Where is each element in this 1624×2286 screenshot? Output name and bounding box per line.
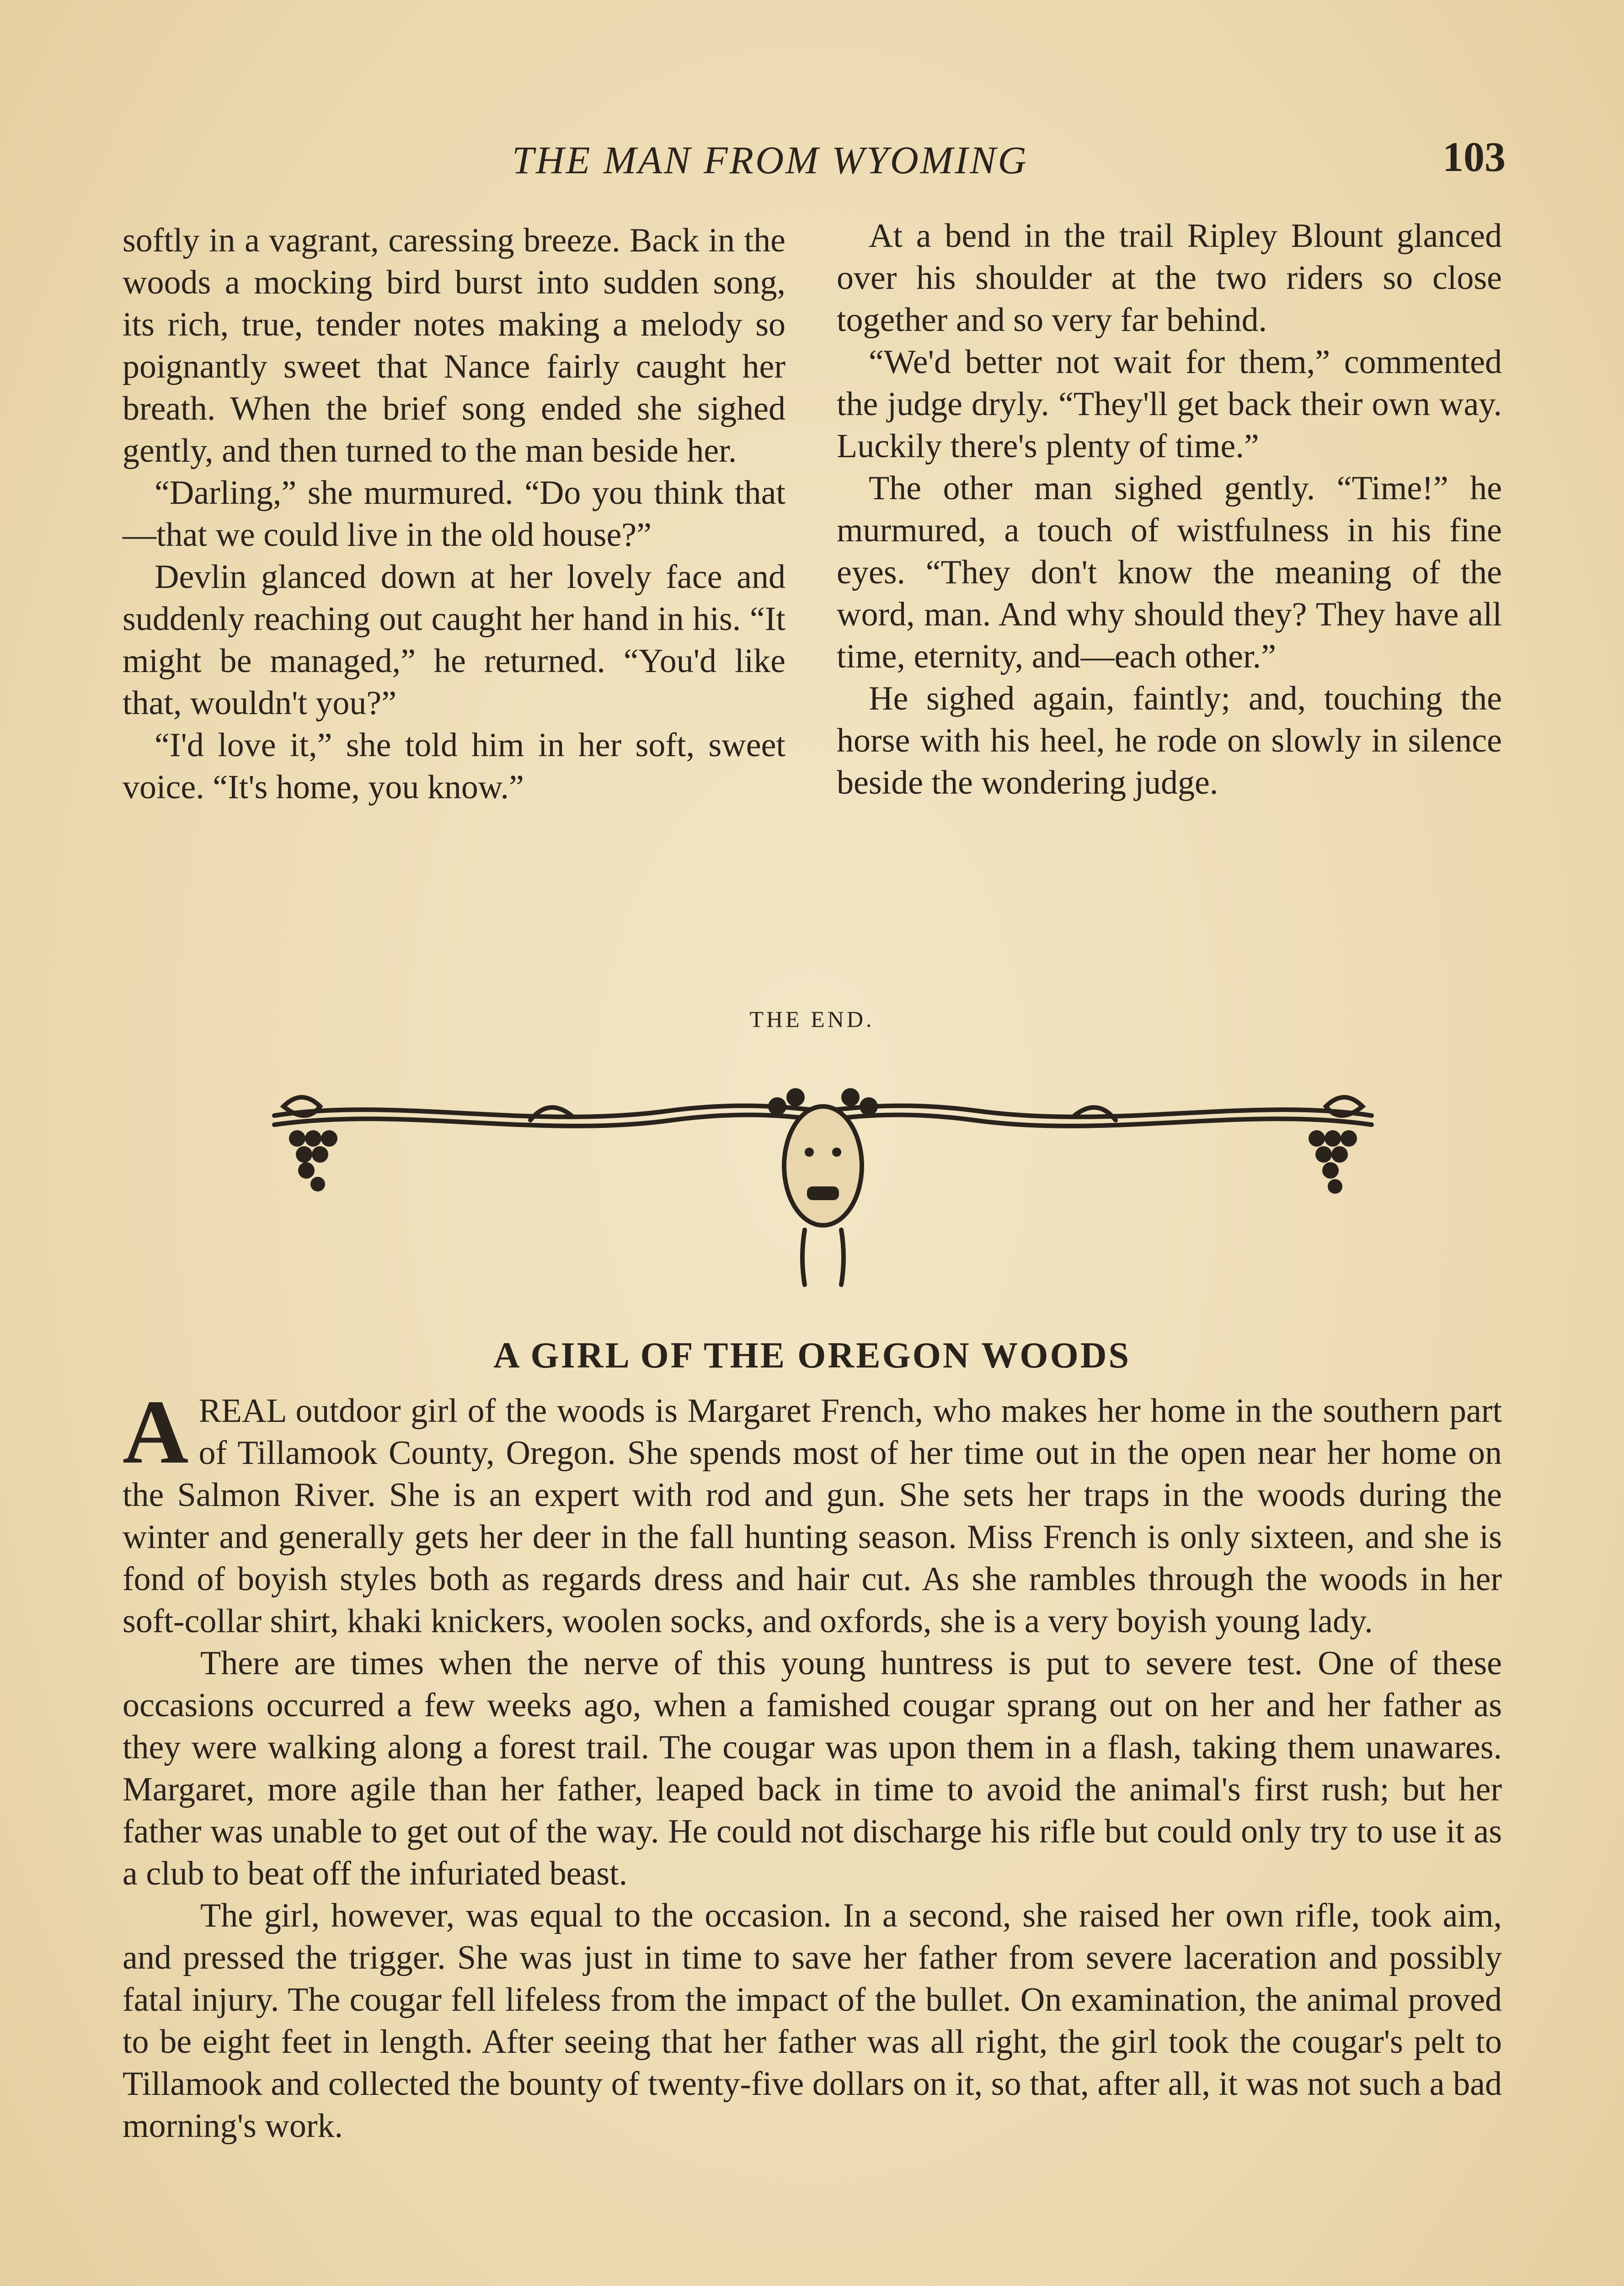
story-left-column: [123, 219, 785, 808]
the-end-label: THE END.: [749, 1006, 875, 1032]
article-paragraph: The girl, however, was equal to the occasion. In a second, she raised her own rifle, took aim, and pressed the trigger. She was just in time to save her father from severe laceration and possibly fatal injury. The cougar fell lifeless from the impact of the bullet. On examination, the animal proved to be eight feet in length. After seeing that her father was all right, the girl took the cougar's pelt to Tillamook and collected the bounty of twenty-five dollars on it, so that, after all, it was not such a bad morning's work.: [123, 1897, 1502, 2145]
page-number: 103: [1442, 134, 1506, 180]
story-paragraph: “Darling,” she murmured. “Do you think that—that we could live in the old house?”: [123, 474, 785, 554]
story-paragraph: He sighed again, faintly; and, touching the horse with his heel, he rode on slowly in silence beside the wondering judge.: [837, 680, 1502, 801]
story-paragraph: “We'd better not wait for them,” commented the judge dryly. “They'll get back their own way. Luckily there's plenty of time.”: [837, 343, 1502, 465]
article-title: A GIRL OF THE OREGON WOODS: [493, 1335, 1131, 1376]
story-paragraph: At a bend in the trail Ripley Blount glanced over his shoulder at the two riders so close together and so very far behind.: [837, 217, 1502, 339]
article-body: [123, 1382, 1502, 2147]
article-paragraph: [123, 1382, 1502, 1642]
drop-cap: A: [123, 1382, 189, 1483]
story-paragraph: “I'd love it,” she told him in her soft, sweet voice. “It's home, you know.”: [123, 726, 785, 806]
grapevine-ornament: [256, 1079, 1390, 1289]
article-first-paragraph-text: REAL outdoor girl of the woods is Margaret French, who makes her home in the southern part of Tillamook County, Oregon. She spends most of her time out in the open near her home on the Salmon River. She is an expert with rod and gun. She sets her traps in the woods during the winter and generally gets her deer in the fall hunting season. Miss French is only sixteen, and she is fond of boyish styles both as regards dress and hair cut. As she rambles through the woods in her soft-collar shirt, khaki knickers, woolen socks, and oxfords, she is a very boyish young lady.: [123, 1392, 1502, 1640]
running-title: THE MAN FROM WYOMING: [512, 138, 1028, 182]
story-paragraph: Devlin glanced down at her lovely face and suddenly reaching out caught her hand in his. “It might be managed,” he returned. “You'd like that, wouldn't you?”: [123, 558, 785, 722]
story-right-column: [837, 215, 1502, 804]
page-header: [0, 133, 1624, 197]
story-paragraph: softly in a vagrant, caressing breeze. Back in the woods a mocking bird burst into sudden song, its rich, true, tender notes making a melody so poignantly sweet that Nance fairly caught her breath. When the brief song ended she sighed gently, and then turned to the man beside her.: [123, 222, 785, 470]
face-mask: [784, 1106, 862, 1225]
story-paragraph: The other man sighed gently. “Time!” he murmured, a touch of wistfulness in his fine eyes. “They don't know the meaning of the word, man. And why should they? They have all time, eternity, and—each other.”: [837, 470, 1502, 675]
article-paragraph: There are times when the nerve of this young huntress is put to severe test. One of these occasions occurred a few weeks ago, when a famished cougar sprang out on her and her father as they were walking along a forest trail. The cougar was upon them in a flash, taking them unawares. Margaret, more agile than her father, leaped back in time to avoid the animal's first rush; but her father was unable to get out of the way. He could not discharge his rifle but could only try to use it as a club to beat off the infuriated beast.: [123, 1645, 1502, 1892]
